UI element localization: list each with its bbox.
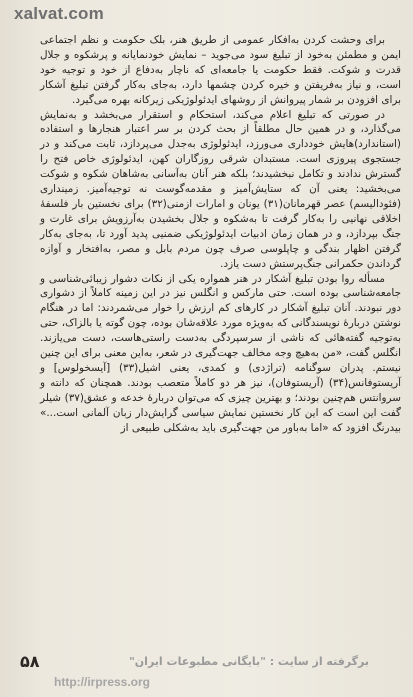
paragraph: برای وحشت کردن به‌افکار عمومی از طریق هنر، بلک حکومت و نظم اجتماعی ایمن و مطمئن به‌خود از تبلیغ سود می‌جوید – نمایش خودنمایانه و پرشکوه و جلال قدرت و شوکت. فقط حکومت یا جامعه‌ای که ناچار به‌دفاع از خود و توجیه خود است، و نیاز به‌فریفتن و خیره کردن چشمها دارد، به‌جای به‌کار گرفتن تبلیغ آشکار برای افزودن بر شمار پیروانش از روشهای ایدئولوژیکی زیرکانه بهره می‌گیرد.	[40, 34, 401, 106]
source-watermark: برگرفته از سایت : "بایگانی مطبوعات ایران"	[129, 655, 369, 668]
paragraph: در صورتی که تبلیغ اعلام می‌کند، استحکام و استقرار می‌بخشد و به‌نمایش می‌گذارد، و در همین حال مطلقاً از بحث کردن بر سر اعتبار هنجارها و استفاده (استاندارد)هایش خودداری می‌ورزد، ایدئولوژی به‌جدل می‌پردازد، ثابت می‌کند و در جستجوی پیروزی است. مستبدان شرقی روزگاران کهن، ایدئولوژی خاص فتح را گسترش ندادند و تکامل نبخشیدند؛ بلکه هنر آنان به‌آسانی به‌شاهان شکوه و شوکت می‌بخشید: یعنی آن که ستایش‌آمیز و مقدمه‌گوست نه توجیه‌آمیز. زمینداری (فئودالیسم) عصر قهرمانان(۳۱) یونان و امارات ازمنی(۳۲) برای نخستین بار فلسفهٔ اخلاقی نهانیی را به‌کار گرفت تا به‌شکوه و جلال بخشیدن به‌آرزویش برای غارت و جنگ بپردازد، و در همان زمان ادبیات ایدئولوژیکی ضمنیی پدید آورد تا، به‌جای به‌کار گرفتن اظهار بندگی و چاپلوسی صرف چون مردم بابل و مصر، به‌افتخار و آوازه گرداندن حکمرانی جنگ‌پرستش دست یازد.	[40, 108, 401, 270]
watermark-site-name: xalvat.com	[14, 4, 104, 23]
source-url: http://irpress.org	[54, 675, 151, 689]
paragraph: مسأله روا بودن تبلیغ آشکار در هنر همواره یکی از نکات دشوار زیبائی‌شناسی و جامعه‌شناسی بوده است. حتی مارکس و انگلس نیز در این زمینه کاملاً از دشواری دور نبودند. آنان تبلیغ آشکار در کارهای کم ارزش را خوار می‌شمردند: اما در هنگام نوشتن دربارهٔ نویسندگانی که به‌ویژه مورد علاقه‌شان بوده، چون گوته یا بالزاک، حتی به‌توجیه گفته‌هائی که ناشی از سرسپردگی به‌دست راستی‌هاست، دست می‌یازند. انگلس گفت، «من به‌هیچ وجه مخالف جهت‌گیری در شعر، به‌این معنی برای این چنین نیستم. پدران سوگنامه (تراژدی) و کمدی، یعنی اشیل(۳۳) [آیسخولوس] و آریستوفانس(۳۴) (آریستوفان)، نیز هر دو کاملاً متعصب بودند. همچنان که دانته و سروانتس هم‌چنین بودند؛ و بهترین چیزی که می‌توان دربارهٔ خدعه و عشق(۳۷) شیلر گفت این است که این کار نخستین نمایش سیاسی گرایش‌دار زبان آلمانی است...» بیدرنگ افزود که «اما به‌باور من جهت‌گیری باید به‌شکلی طبیعی از	[40, 272, 401, 434]
page-number: ۵۸	[20, 652, 40, 671]
body-text	[40, 33, 401, 435]
